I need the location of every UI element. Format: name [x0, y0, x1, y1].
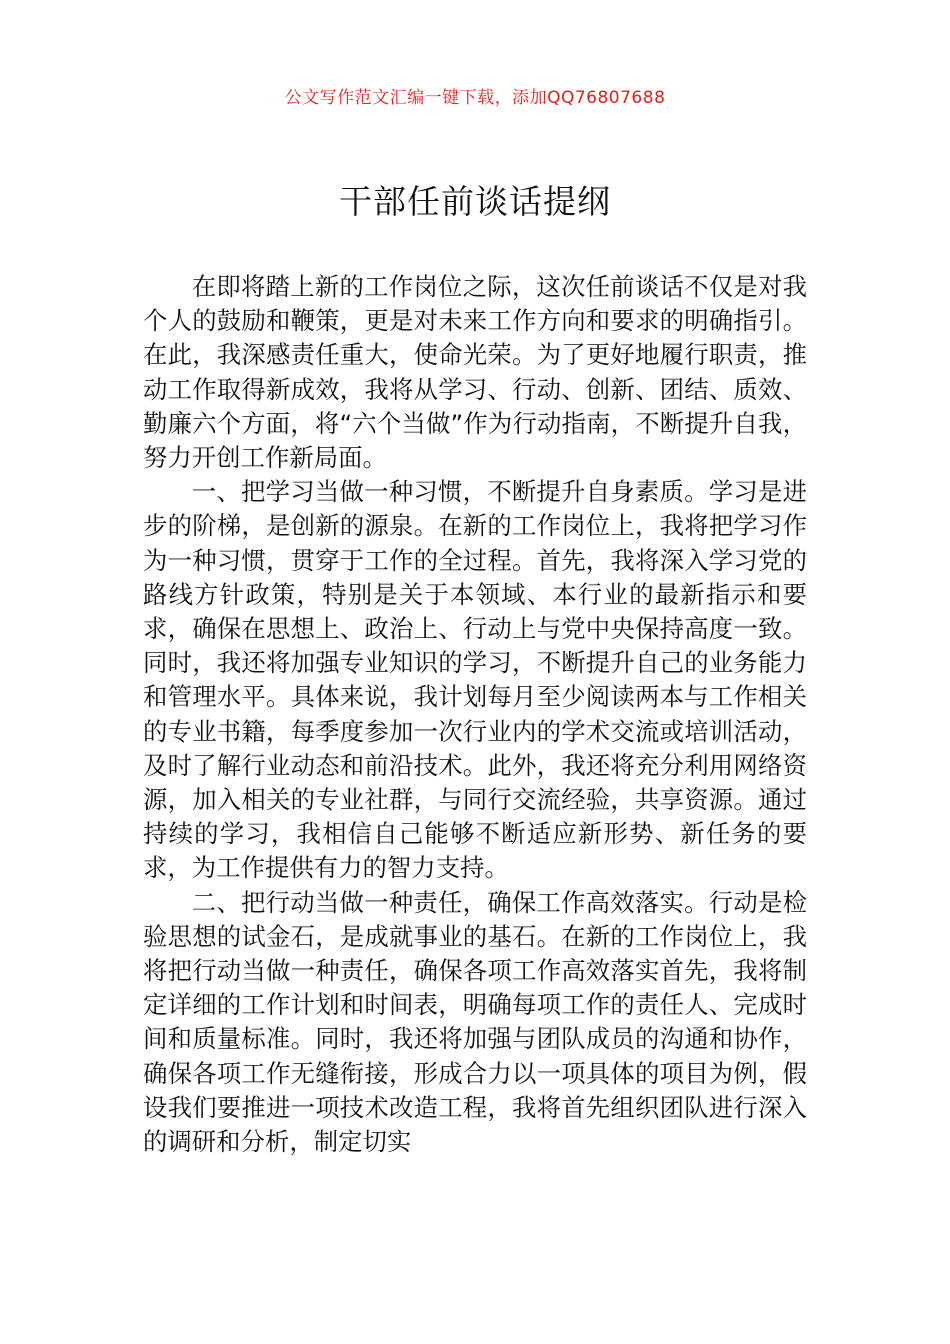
paragraph-section-1: 一、把学习当做一种习惯，不断提升自身素质。学习是进步的阶梯，是创新的源泉。在新的工作岗位上，我将把学习作为一种习惯，贯穿于工作的全过程。首先，我将深入学习党的路线方针政策，特别是关于本领域、本行业的最新指示和要求，确保在思想上、政治上、行动上与党中央保持高度一致。同时，我还将加强专业知识的学习，不断提升自己的业务能力和管理水平。具体来说，我计划每月至少阅读两本与工作相关的专业书籍，每季度参加一次行业内的学术交流或培训活动，及时了解行业动态和前沿技术。此外，我还将充分利用网络资源，加入相关的专业社群，与同行交流经验，共享资源。通过持续的学习，我相信自己能够不断适应新形势、新任务的要求，为工作提供有力的智力支持。	[143, 477, 807, 883]
document-body	[143, 270, 807, 1159]
watermark-banner: 公文写作范文汇编一键下载，添加QQ76807688	[284, 88, 666, 108]
page-title: 干部任前谈话提纲	[339, 182, 611, 221]
paragraph-intro: 在即将踏上新的工作岗位之际，这次任前谈话不仅是对我个人的鼓励和鞭策，更是对未来工作方向和要求的明确指引。在此，我深感责任重大，使命光荣。为了更好地履行职责，推动工作取得新成效，我将从学习、行动、创新、团结、质效、勤廉六个方面，将“六个当做”作为行动指南，不断提升自我，努力开创工作新局面。	[143, 272, 807, 473]
paragraph-section-2: 二、把行动当做一种责任，确保工作高效落实。行动是检验思想的试金石，是成就事业的基石。在新的工作岗位上，我将把行动当做一种责任，确保各项工作高效落实首先，我将制定详细的工作计划和时间表，明确每项工作的责任人、完成时间和质量标准。同时，我还将加强与团队成员的沟通和协作，确保各项工作无缝衔接，形成合力以一项具体的项目为例，假设我们要推进一项技术改造工程，我将首先组织团队进行深入的调研和分析，制定切实	[143, 887, 807, 1157]
